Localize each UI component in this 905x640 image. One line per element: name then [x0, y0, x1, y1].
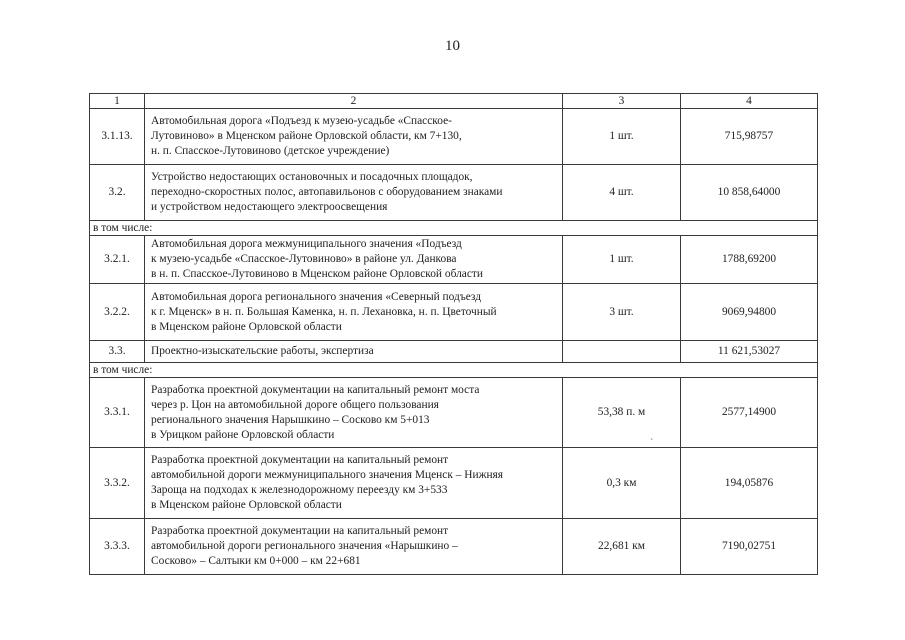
- description-line: автомобильной дороги регионального значения «Нарышкино –: [151, 540, 458, 552]
- table-row: [90, 109, 818, 165]
- description-line: Автомобильная дорога «Подъезд к музею-усадьбе «Спасское-: [151, 115, 452, 127]
- item-number: 3.3.2.: [90, 448, 145, 519]
- item-quantity: 22,681 км: [563, 519, 681, 575]
- description-line: к музею-усадьбе «Спасское-Лутовиново» в районе ул. Данкова: [151, 253, 457, 265]
- description-line: Проектно-изыскательские работы, экспертиза: [151, 345, 374, 357]
- item-description: [145, 284, 563, 341]
- table-row: [90, 341, 818, 363]
- item-amount: 1788,69200: [681, 236, 818, 284]
- subtotal-label: в том числе:: [90, 363, 818, 378]
- description-line: регионального значения Нарышкино – Сосково км 5+013: [151, 413, 430, 426]
- item-amount: 10 858,64000: [681, 165, 818, 221]
- item-amount: 7190,02751: [681, 519, 818, 575]
- header-cell-4: 4: [681, 94, 818, 109]
- description-line: Сосково» – Салтыки км 0+000 – км 22+681: [151, 555, 361, 567]
- table-row: [90, 236, 818, 284]
- item-number: 3.2.: [90, 165, 145, 221]
- item-number: 3.1.13.: [90, 109, 145, 165]
- page-number: 10: [445, 38, 460, 54]
- item-description: [145, 378, 563, 448]
- description-line: и устройством недостающего электроосвещения: [151, 201, 388, 213]
- item-description: [145, 109, 563, 165]
- description-line: в Мценском районе Орловской области: [151, 320, 342, 333]
- description-line: через р. Цон на автомобильной дороге общего пользования: [151, 398, 439, 411]
- item-description: [145, 519, 563, 575]
- description-line: в Мценском районе Орловской области: [151, 499, 342, 511]
- table-row: [90, 378, 818, 448]
- table-body: [90, 94, 818, 575]
- description-line: в Урицком районе Орловской области: [151, 428, 335, 441]
- item-amount: 715,98757: [681, 109, 818, 165]
- item-description: [145, 448, 563, 519]
- table-row: [90, 284, 818, 341]
- header-cell-1: 1: [90, 94, 145, 109]
- item-amount: 2577,14900: [681, 378, 818, 448]
- subtotal-label: в том числе:: [90, 221, 818, 236]
- item-number: 3.2.2.: [90, 284, 145, 341]
- item-description: [145, 341, 563, 363]
- budget-table: [89, 93, 818, 575]
- item-amount: 194,05876: [681, 448, 818, 519]
- subtotal-label-row: [90, 363, 818, 378]
- item-amount: 9069,94800: [681, 284, 818, 341]
- item-quantity: [563, 341, 681, 363]
- description-line: Зароща на подходах к железнодорожному переезду км 3+533: [151, 484, 448, 496]
- description-line: Разработка проектной документации на капитальный ремонт: [151, 525, 449, 537]
- description-line: Устройство недостающих остановочных и посадочных площадок,: [151, 171, 473, 183]
- table-row: [90, 519, 818, 575]
- scan-speck: `: [650, 438, 654, 449]
- description-line: переходно-скоростных полос, автопавильонов с оборудованием знаками: [151, 186, 503, 198]
- table-header-row: [90, 94, 818, 109]
- item-description: [145, 165, 563, 221]
- item-quantity: 1 шт.: [563, 109, 681, 165]
- item-number: 3.2.1.: [90, 236, 145, 284]
- header-cell-3: 3: [563, 94, 681, 109]
- item-quantity: 53,38 п. м: [563, 378, 681, 448]
- header-cell-2: 2: [145, 94, 563, 109]
- item-description: [145, 236, 563, 284]
- item-amount: 11 621,53027: [681, 341, 818, 363]
- description-line: Автомобильная дорога регионального значения «Северный подъезд: [151, 290, 481, 303]
- item-number: 3.3.: [90, 341, 145, 363]
- item-quantity: 0,3 км: [563, 448, 681, 519]
- item-number: 3.3.1.: [90, 378, 145, 448]
- subtotal-label-row: [90, 221, 818, 236]
- description-line: к г. Мценск» в н. п. Большая Каменка, н. п. Лехановка, н. п. Цветочный: [151, 305, 497, 318]
- item-quantity: 1 шт.: [563, 236, 681, 284]
- description-line: Лутовиново» в Мценском районе Орловской области, км 7+130,: [151, 130, 462, 142]
- description-line: в н. п. Спасское-Лутовиново в Мценском районе Орловской области: [151, 268, 483, 280]
- description-line: автомобильной дороги межмуниципального значения Мценск – Нижняя: [151, 469, 504, 481]
- description-line: Автомобильная дорога межмуниципального значения «Подъезд: [151, 238, 462, 250]
- table-row: [90, 165, 818, 221]
- description-line: Разработка проектной документации на капитальный ремонт: [151, 454, 449, 466]
- item-quantity: 4 шт.: [563, 165, 681, 221]
- table-row: [90, 448, 818, 519]
- description-line: Разработка проектной документации на капитальный ремонт моста: [151, 383, 480, 396]
- description-line: н. п. Спасское-Лутовиново (детское учреждение): [151, 145, 390, 157]
- item-quantity: 3 шт.: [563, 284, 681, 341]
- item-number: 3.3.3.: [90, 519, 145, 575]
